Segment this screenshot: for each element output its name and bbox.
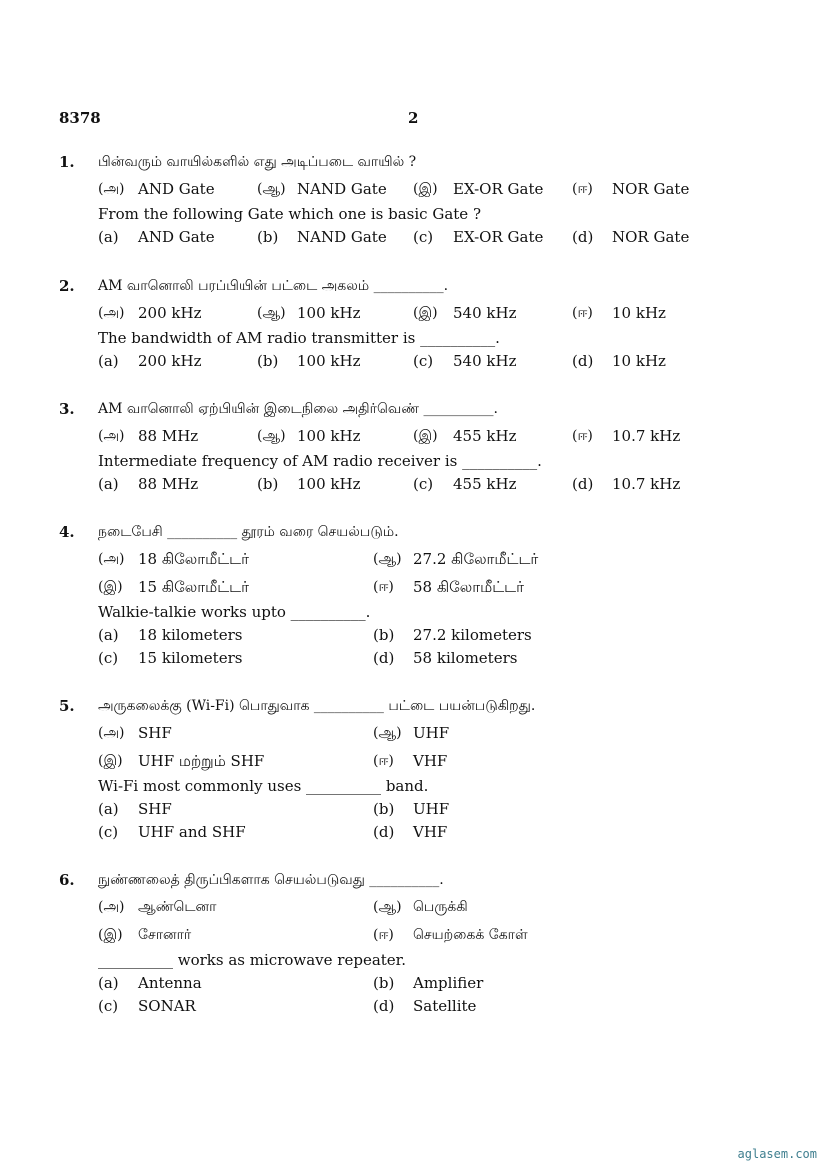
question-number: 4. xyxy=(59,523,75,541)
option-mark-english: (a) xyxy=(98,352,119,370)
option-mark-tamil: (இ) xyxy=(98,579,123,595)
option-mark-tamil: (இ) xyxy=(98,753,123,769)
option-text-english: SONAR xyxy=(138,997,196,1015)
option-mark-english: (d) xyxy=(572,228,594,246)
option-mark-tamil: (ஈ) xyxy=(572,305,593,321)
question-number: 1. xyxy=(59,153,75,171)
question-english: From the following Gate which one is basic Gate ? xyxy=(98,205,481,223)
option-text-tamil: EX-OR Gate xyxy=(453,180,544,198)
option-text-english: 10 kHz xyxy=(612,352,666,370)
option-mark-english: (b) xyxy=(257,352,279,370)
option-mark-english: (d) xyxy=(373,823,395,841)
option-mark-tamil: (ஆ) xyxy=(373,725,402,741)
option-mark-tamil: (ஈ) xyxy=(373,927,394,943)
option-text-english: SHF xyxy=(138,800,172,818)
option-text-english: VHF xyxy=(413,823,448,841)
page-number: 2 xyxy=(408,109,419,127)
option-mark-english: (c) xyxy=(413,228,434,246)
option-text-english: 15 kilometers xyxy=(138,649,243,667)
option-mark-english: (a) xyxy=(98,475,119,493)
option-mark-english: (c) xyxy=(98,997,119,1015)
option-mark-tamil: (அ) xyxy=(98,899,125,915)
question-number: 6. xyxy=(59,871,75,889)
option-text-tamil: 200 kHz xyxy=(138,304,202,322)
question-number: 2. xyxy=(59,277,75,295)
option-text-tamil: 540 kHz xyxy=(453,304,517,322)
option-mark-english: (b) xyxy=(257,228,279,246)
option-mark-english: (c) xyxy=(413,475,434,493)
option-text-english: 27.2 kilometers xyxy=(413,626,532,644)
option-mark-english: (c) xyxy=(98,823,119,841)
option-text-english: 10.7 kHz xyxy=(612,475,681,493)
watermark: aglasem.com xyxy=(737,1147,817,1161)
option-text-english: UHF and SHF xyxy=(138,823,246,841)
option-text-english: 540 kHz xyxy=(453,352,517,370)
option-mark-english: (b) xyxy=(373,800,395,818)
question-english: Intermediate frequency of AM radio receiver is __________. xyxy=(98,452,542,470)
option-mark-english: (b) xyxy=(373,626,395,644)
option-mark-tamil: (இ) xyxy=(98,927,123,943)
question-tamil: AM வானொலி ஏற்பியின் இடைநிலை அதிர்வெண் __________. xyxy=(98,401,498,417)
question-tamil: நுண்ணலைத் திருப்பிகளாக செயல்படுவது __________. xyxy=(98,872,444,888)
option-text-tamil: 100 kHz xyxy=(297,427,361,445)
option-text-english: 58 kilometers xyxy=(413,649,518,667)
question-english: Wi-Fi most commonly uses __________ band. xyxy=(98,777,429,795)
option-text-tamil: 27.2 கிலோமீட்டர் xyxy=(413,550,539,568)
option-mark-english: (a) xyxy=(98,800,119,818)
option-mark-english: (c) xyxy=(413,352,434,370)
option-text-tamil: SHF xyxy=(138,724,172,742)
question-english: The bandwidth of AM radio transmitter is __________. xyxy=(98,329,500,347)
option-mark-tamil: (ஈ) xyxy=(572,428,593,444)
option-text-english: NAND Gate xyxy=(297,228,387,246)
option-text-english: Antenna xyxy=(138,974,202,992)
option-mark-english: (a) xyxy=(98,228,119,246)
option-mark-tamil: (ஈ) xyxy=(373,753,394,769)
option-mark-tamil: (ஆ) xyxy=(373,899,402,915)
option-text-tamil: பெருக்கி xyxy=(413,899,468,915)
option-mark-english: (a) xyxy=(98,974,119,992)
option-text-tamil: சோனார் xyxy=(138,927,192,943)
option-text-english: NOR Gate xyxy=(612,228,690,246)
option-mark-tamil: (இ) xyxy=(413,428,438,444)
option-text-english: 100 kHz xyxy=(297,352,361,370)
option-text-english: 455 kHz xyxy=(453,475,517,493)
option-mark-tamil: (இ) xyxy=(413,305,438,321)
option-text-tamil: 18 கிலோமீட்டர் xyxy=(138,550,249,568)
option-text-english: 200 kHz xyxy=(138,352,202,370)
option-text-tamil: 10.7 kHz xyxy=(612,427,681,445)
option-text-english: 18 kilometers xyxy=(138,626,243,644)
option-mark-tamil: (ஈ) xyxy=(572,181,593,197)
option-text-english: UHF xyxy=(413,800,450,818)
option-mark-tamil: (ஆ) xyxy=(257,305,286,321)
option-mark-english: (d) xyxy=(572,352,594,370)
option-text-tamil: UHF xyxy=(413,724,450,742)
question-tamil: பின்வரும் வாயில்களில் எது அடிப்படை வாயில் ? xyxy=(98,154,417,170)
option-mark-tamil: (ஆ) xyxy=(257,428,286,444)
option-text-tamil: NAND Gate xyxy=(297,180,387,198)
option-text-tamil: 10 kHz xyxy=(612,304,666,322)
option-text-tamil: 100 kHz xyxy=(297,304,361,322)
exam-code: 8378 xyxy=(59,109,101,127)
question-english: Walkie-talkie works upto __________. xyxy=(98,603,371,621)
option-text-tamil: NOR Gate xyxy=(612,180,690,198)
option-text-english: 100 kHz xyxy=(297,475,361,493)
option-mark-english: (b) xyxy=(373,974,395,992)
option-mark-tamil: (ஈ) xyxy=(373,579,394,595)
option-text-tamil: 58 கிலோமீட்டர் xyxy=(413,578,524,596)
option-text-english: AND Gate xyxy=(138,228,215,246)
question-number: 3. xyxy=(59,400,75,418)
option-mark-tamil: (ஆ) xyxy=(257,181,286,197)
option-mark-english: (c) xyxy=(98,649,119,667)
option-mark-tamil: (அ) xyxy=(98,305,125,321)
option-mark-english: (d) xyxy=(373,997,395,1015)
option-mark-english: (a) xyxy=(98,626,119,644)
option-mark-tamil: (அ) xyxy=(98,181,125,197)
option-text-tamil: UHF மற்றும் SHF xyxy=(138,752,265,770)
question-english: __________ works as microwave repeater. xyxy=(98,951,406,969)
option-mark-tamil: (இ) xyxy=(413,181,438,197)
option-text-english: Satellite xyxy=(413,997,477,1015)
option-text-tamil: செயற்கைக் கோள் xyxy=(413,927,528,943)
option-text-tamil: 15 கிலோமீட்டர் xyxy=(138,578,249,596)
option-text-tamil: ஆண்டெனா xyxy=(138,899,217,915)
question-tamil: அருகலைக்கு (Wi-Fi) பொதுவாக __________ பட்டை பயன்படுகிறது. xyxy=(98,698,536,714)
option-mark-english: (d) xyxy=(572,475,594,493)
option-mark-tamil: (அ) xyxy=(98,551,125,567)
option-text-tamil: 455 kHz xyxy=(453,427,517,445)
question-number: 5. xyxy=(59,697,75,715)
option-text-tamil: 88 MHz xyxy=(138,427,199,445)
option-text-tamil: AND Gate xyxy=(138,180,215,198)
option-mark-tamil: (அ) xyxy=(98,725,125,741)
option-text-tamil: VHF xyxy=(413,752,448,770)
option-text-english: Amplifier xyxy=(413,974,484,992)
question-tamil: AM வானொலி பரப்பியின் பட்டை அகலம் __________. xyxy=(98,278,449,294)
option-mark-english: (b) xyxy=(257,475,279,493)
option-mark-english: (d) xyxy=(373,649,395,667)
option-mark-tamil: (அ) xyxy=(98,428,125,444)
option-text-english: 88 MHz xyxy=(138,475,199,493)
option-text-english: EX-OR Gate xyxy=(453,228,544,246)
option-mark-tamil: (ஆ) xyxy=(373,551,402,567)
question-tamil: நடைபேசி __________ தூரம் வரை செயல்படும். xyxy=(98,524,399,540)
